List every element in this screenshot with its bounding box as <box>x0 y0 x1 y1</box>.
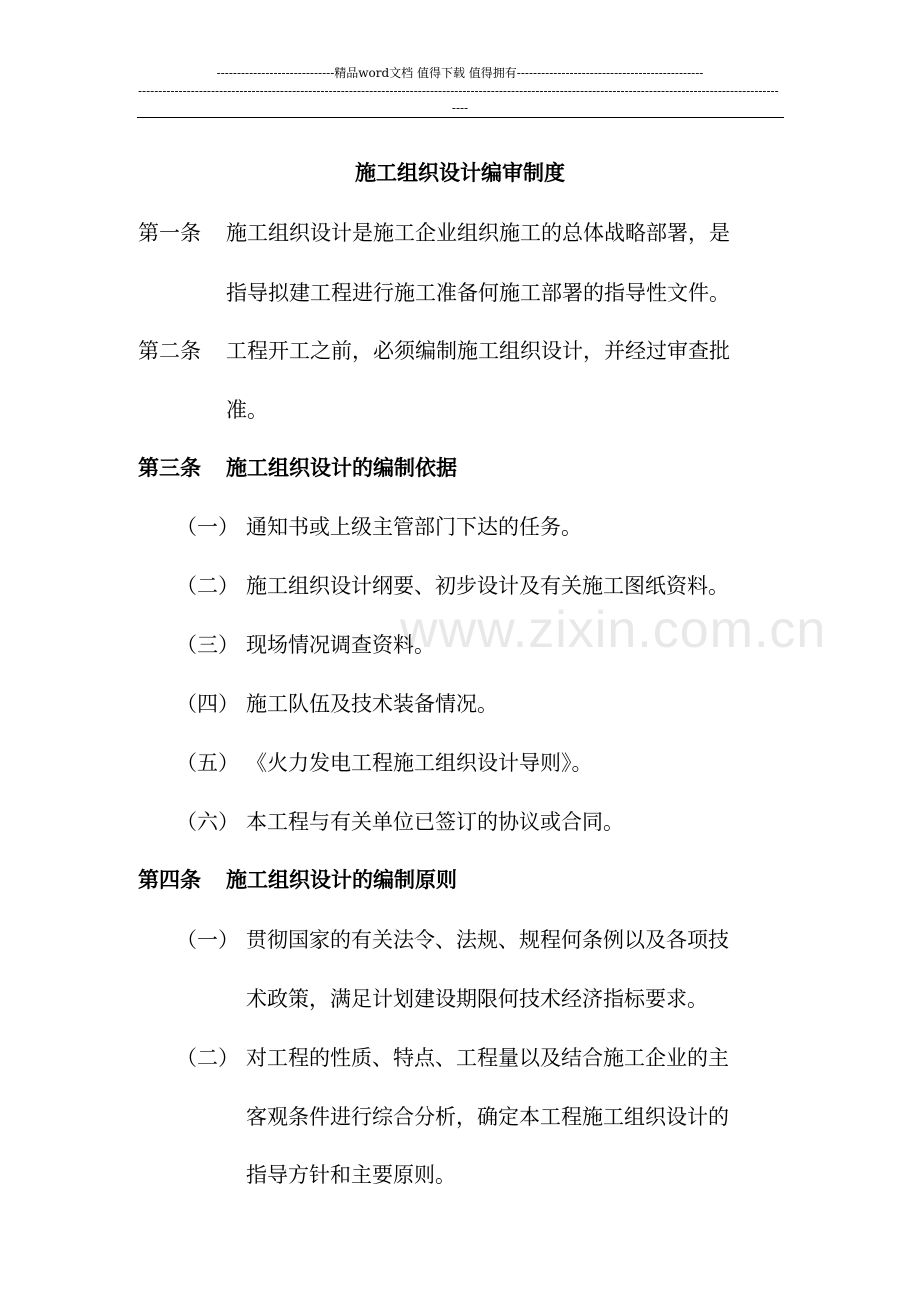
article-3-item-2-label: （二） <box>176 574 239 598</box>
document-title: 施工组织设计编审制度 <box>355 160 565 185</box>
header-rule <box>137 117 784 118</box>
article-3-item-2-text: 施工组织设计纲要、初步设计及有关施工图纸资料。 <box>246 574 729 598</box>
article-3-item-1-label: （一） <box>176 515 239 539</box>
article-3-item-5-text: 《火力发电工程施工组织设计导则》。 <box>246 751 593 775</box>
header-banner: -----------------------------精品word文档 值得下载 值得拥有---------------------------------------------- <box>216 66 704 80</box>
article-1-line-1: 施工组织设计是施工企业组织施工的总体战略部署，是 <box>226 221 730 245</box>
article-2-line-1: 工程开工之前，必须编制施工组织设计，并经过审查批 <box>226 339 730 363</box>
article-4-item-1-label: （一） <box>176 928 239 952</box>
article-1-line-2: 指导拟建工程进行施工准备何施工部署的指导性文件。 <box>226 281 730 305</box>
article-3-item-6-label: （六） <box>176 810 239 834</box>
article-4-item-2-line-2: 客观条件进行综合分析，确定本工程施工组织设计的 <box>246 1105 729 1129</box>
header-dash-tail: ---- <box>451 101 469 115</box>
article-4-item-1-line-1: 贯彻国家的有关法令、法规、规程何条例以及各项技 <box>246 928 729 952</box>
article-4-number: 第四条 <box>138 867 201 892</box>
article-3-item-4-label: （四） <box>176 692 239 716</box>
article-3-item-1-text: 通知书或上级主管部门下达的任务。 <box>246 515 582 539</box>
article-4-heading: 施工组织设计的编制原则 <box>226 867 457 892</box>
article-3-item-5-label: （五） <box>176 751 239 775</box>
watermark: www.zixin.com.cn <box>400 601 827 659</box>
article-4-item-2-line-3: 指导方针和主要原则。 <box>246 1163 456 1187</box>
article-3-item-4-text: 施工队伍及技术装备情况。 <box>246 692 498 716</box>
article-4-item-1-line-2: 术政策，满足计划建设期限何技术经济指标要求。 <box>246 987 708 1011</box>
article-2-line-2: 准。 <box>226 398 268 422</box>
header-dash-line: -------------------------------------------------------------------------------------------------------------------------------------------------------------- <box>138 84 779 98</box>
article-3-number: 第三条 <box>138 455 201 480</box>
article-3-item-6-text: 本工程与有关单位已签订的协议或合同。 <box>246 810 624 834</box>
article-4-item-2-line-1: 对工程的性质、特点、工程量以及结合施工企业的主 <box>246 1046 729 1070</box>
article-3-heading: 施工组织设计的编制依据 <box>226 455 457 480</box>
article-1-number: 第一条 <box>138 221 201 245</box>
article-3-item-3-text: 现场情况调查资料。 <box>246 633 435 657</box>
article-4-item-2-label: （二） <box>176 1046 239 1070</box>
article-2-number: 第二条 <box>138 339 201 363</box>
article-3-item-3-label: （三） <box>176 633 239 657</box>
